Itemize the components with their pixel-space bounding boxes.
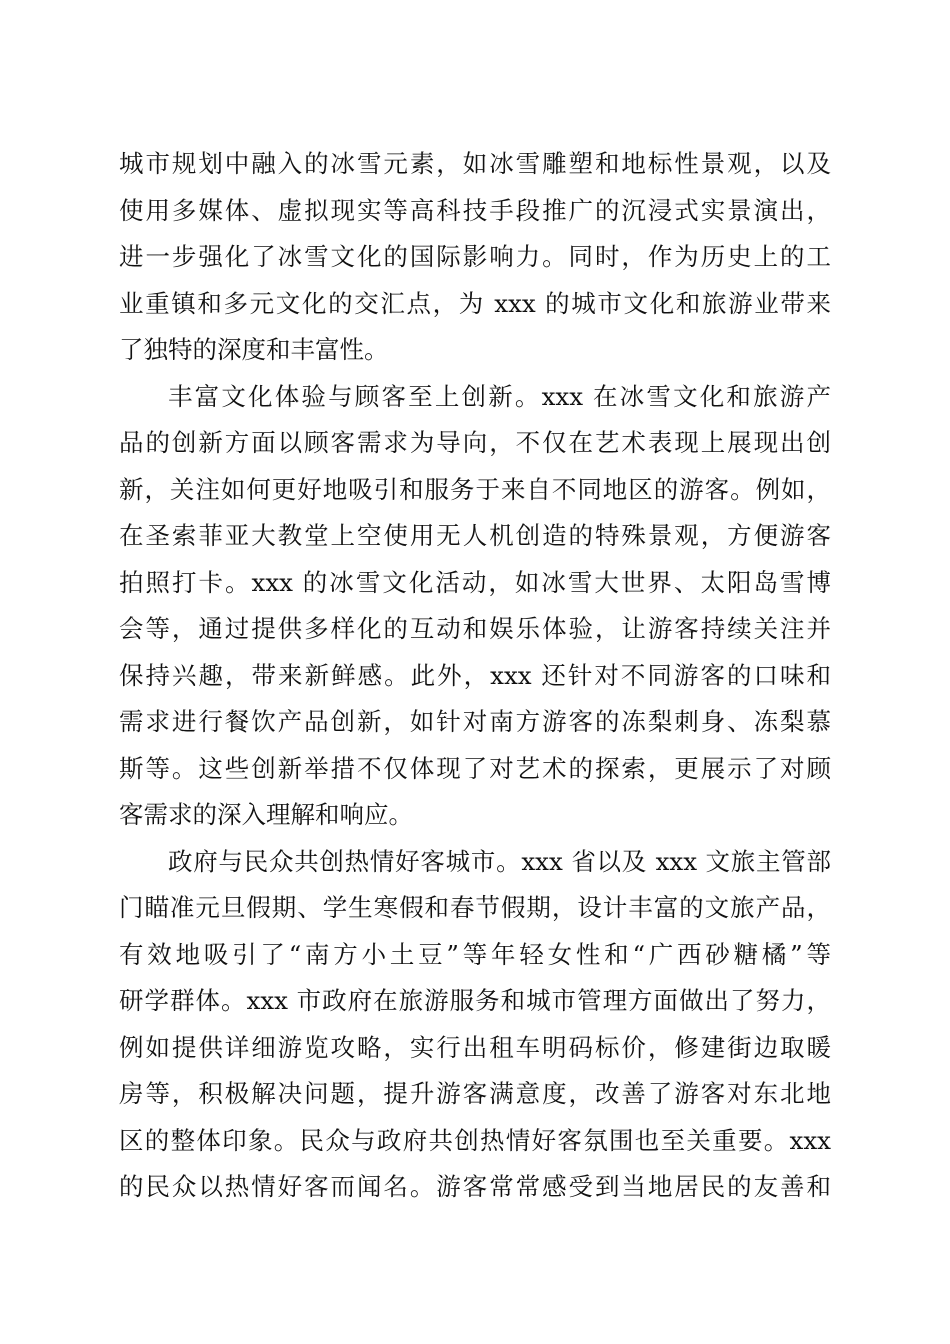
- text-line: 在圣索菲亚大教堂上空使用无人机创造的特殊景观，方便游客: [119, 521, 831, 550]
- text-line: 城市规划中融入的冰雪元素，如冰雪雕塑和地标性景观，以及: [119, 149, 831, 178]
- text-line: 业重镇和多元文化的交汇点，为 xxx 的城市文化和旅游业带来: [119, 288, 831, 318]
- text-line: 的民众以热情好客而闻名。游客常常感受到当地居民的友善和: [119, 1172, 831, 1201]
- text-line: 政府与民众共创热情好客城市。xxx 省以及 xxx 文旅主管部: [168, 846, 831, 876]
- paragraph: [119, 141, 831, 374]
- text-line: 进一步强化了冰雪文化的国际影响力。同时，作为历史上的工: [119, 242, 831, 271]
- text-line: 例如提供详细游览攻略，实行出租车明码标价，修建街边取暖: [119, 1032, 831, 1062]
- text-line: 新，关注如何更好地吸引和服务于来自不同地区的游客。例如，: [119, 474, 831, 504]
- text-line: 门瞄准元旦假期、学生寒假和春节假期，设计丰富的文旅产品，: [119, 893, 831, 922]
- text-line: 使用多媒体、虚拟现实等高科技手段推广的沉浸式实景演出，: [119, 195, 831, 225]
- text-line: 研学群体。xxx 市政府在旅游服务和城市管理方面做出了努力，: [119, 986, 831, 1015]
- text-line: 房等，积极解决问题，提升游客满意度，改善了游客对东北地: [119, 1079, 831, 1108]
- paragraph: [119, 374, 831, 839]
- text-line: 客需求的深入理解和响应。: [119, 800, 413, 829]
- paragraph: [119, 839, 831, 1211]
- text-line: 拍照打卡。xxx 的冰雪文化活动，如冰雪大世界、太阳岛雪博: [119, 567, 831, 597]
- text-line: 丰富文化体验与顾客至上创新。xxx 在冰雪文化和旅游产: [168, 381, 831, 411]
- text-line: 区的整体印象。民众与政府共创热情好客氛围也至关重要。xxx: [119, 1125, 831, 1155]
- text-line: 有效地吸引了“南方小土豆”等年轻女性和“广西砂糖橘”等: [119, 939, 831, 969]
- text-line: 斯等。这些创新举措不仅体现了对艺术的探索，更展示了对顾: [119, 753, 831, 783]
- text-line: 保持兴趣，带来新鲜感。此外，xxx 还针对不同游客的口味和: [119, 660, 831, 690]
- text-line: 了独特的深度和丰富性。: [119, 335, 389, 364]
- body-text: [119, 141, 831, 1211]
- text-line: 品的创新方面以顾客需求为导向，不仅在艺术表现上展现出创: [119, 428, 831, 457]
- text-line: 需求进行餐饮产品创新，如针对南方游客的冻梨刺身、冻梨慕: [119, 707, 831, 736]
- text-line: 会等，通过提供多样化的互动和娱乐体验，让游客持续关注并: [119, 614, 831, 643]
